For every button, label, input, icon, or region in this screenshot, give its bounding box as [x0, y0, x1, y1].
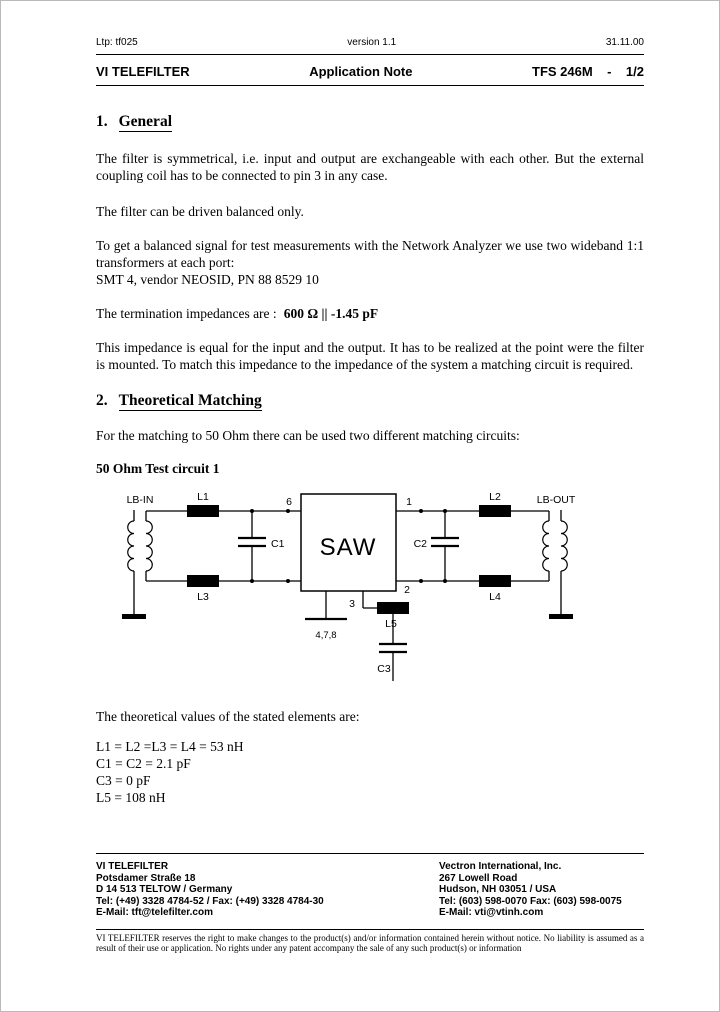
page-footer: [96, 853, 644, 954]
section-title: Theoretical Matching: [118, 392, 262, 409]
impedance-text: The termination impedances are :: [96, 306, 277, 321]
inductor-l3-icon: [187, 575, 219, 587]
address-line: VI TELEFILTER: [96, 861, 169, 872]
test-circuit-svg: [96, 486, 656, 691]
address-line: E-Mail: tft@telefilter.com: [96, 907, 213, 918]
value-line: C3 = 0 pF: [96, 773, 151, 788]
paragraph-balanced: The filter can be driven balanced only.: [96, 204, 304, 219]
header-meta-row: [96, 1, 644, 55]
paragraph-50ohm: For the matching to 50 Ohm there can be used two different matching circuits:: [96, 428, 520, 443]
c2-label: C2: [413, 538, 427, 550]
value-line: C1 = C2 = 2.1 pF: [96, 756, 191, 771]
inductor-l1-icon: [187, 505, 219, 517]
inductor-l2-icon: [479, 505, 511, 517]
section-matching-heading: [96, 392, 644, 410]
address-telefilter: [96, 861, 439, 919]
ground-out-icon: [549, 614, 573, 619]
capacitor-c2-icon: [431, 538, 459, 546]
doc-number: TFS 246M - 1/2: [532, 64, 644, 79]
paragraph-impedance: [96, 305, 644, 322]
doc-ref: Ltp: tf025: [96, 37, 138, 48]
l2-label: L2: [489, 491, 501, 503]
balun-out-icon: [543, 521, 568, 571]
l1-label: L1: [197, 491, 209, 503]
values-intro: The theoretical values of the stated elements are:: [96, 709, 360, 724]
inductor-l4-icon: [479, 575, 511, 587]
capacitor-c3-icon: [379, 644, 407, 652]
doc-date: 31.11.00: [605, 37, 644, 48]
legal-disclaimer: VI TELEFILTER reserves the right to make changes to the product(s) and/or information contained herein without notice. No liability is assumed as a result of their use or application. No rights under any patent accompany the sale of any such product(s) or information: [96, 929, 644, 954]
paragraph-transformers: [96, 237, 644, 288]
address-vectron: [439, 861, 644, 919]
impedance-value: 600 Ω || -1.45 pF: [283, 306, 379, 321]
address-line: Tel: (+49) 3328 4784-52 / Fax: (+49) 3328 4784-30: [96, 895, 324, 907]
address-line: 267 Lowell Road: [439, 872, 518, 884]
value-line: L1 = L2 =L3 = L4 = 53 nH: [96, 739, 244, 754]
pins-ground-label: 4,7,8: [315, 630, 337, 641]
pin-3-label: 3: [349, 598, 355, 610]
ground-in-icon: [122, 614, 146, 619]
value-line: L5 = 108 nH: [96, 790, 166, 805]
balun-in-icon: [128, 521, 153, 571]
address-line: Hudson, NH 03051 / USA: [439, 884, 557, 895]
company-name: VI TELEFILTER: [96, 64, 190, 79]
section-title: General: [118, 113, 172, 130]
l4-label: L4: [489, 591, 501, 603]
address-line: Potsdamer Straße 18: [96, 872, 196, 884]
inductor-l5-icon: [377, 602, 409, 614]
address-line: D 14 513 TELTOW / Germany: [96, 884, 233, 895]
port-in-label: LB-IN: [126, 494, 154, 506]
circuit-title: 50 Ohm Test circuit 1: [96, 461, 220, 476]
c3-label: C3: [377, 663, 391, 675]
footer-addresses: [96, 861, 644, 919]
address-line: E-Mail: vti@vtinh.com: [439, 907, 544, 918]
l3-label: L3: [197, 591, 209, 603]
c1-label: C1: [271, 538, 285, 550]
section-number: 1.: [96, 113, 108, 130]
section-general-heading: [96, 113, 644, 131]
paragraph-transformers-text: To get a balanced signal for test measurements with the Network Analyzer we use two wideband 1:1 transformers at each port:: [96, 238, 644, 270]
paragraph-symmetrical: The filter is symmetrical, i.e. input and output are exchangeable with each other. But the external coupling coil has to be connected to pin 3 in any case.: [96, 151, 644, 183]
values-list: [96, 738, 644, 806]
pin-2-label: 2: [404, 584, 410, 596]
pin-1-label: 1: [406, 496, 412, 508]
capacitor-c1-icon: [238, 538, 266, 546]
port-out-label: LB-OUT: [536, 494, 576, 506]
circuit-diagram: [96, 486, 644, 696]
section-number: 2.: [96, 392, 108, 409]
doc-type: Application Note: [309, 64, 413, 79]
pin-6-label: 6: [286, 496, 292, 508]
paragraph-transformers-part: SMT 4, vendor NEOSID, PN 88 8529 10: [96, 272, 319, 287]
header-title-row: [96, 55, 644, 86]
l5-label: L5: [385, 618, 397, 630]
paragraph-matching-required: This impedance is equal for the input and the output. It has to be realized at the point were the filter is mounted. To match this impedance to the impedance of the system a matching circuit is required.: [96, 340, 644, 372]
doc-version: version 1.1: [347, 37, 397, 48]
address-line: Tel: (603) 598-0070 Fax: (603) 598-0075: [439, 895, 622, 907]
saw-chip-label: SAW: [319, 534, 377, 561]
address-line: Vectron International, Inc.: [439, 861, 562, 872]
